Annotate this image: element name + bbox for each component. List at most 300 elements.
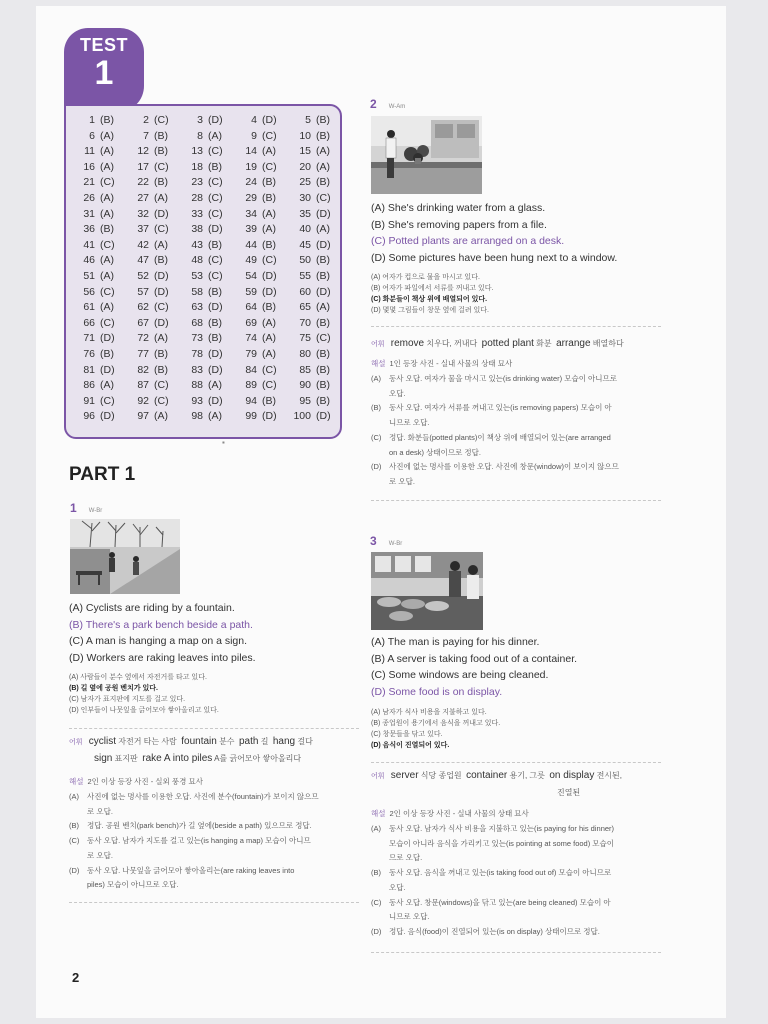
answer-choice: (C) xyxy=(208,176,223,189)
explanation-line: 동사 오답. 남자가 지도를 걸고 있는(is hanging a map) 모습이 아니므 xyxy=(87,836,311,846)
explanation-line: 로 오답. xyxy=(87,850,113,860)
vocab-term: path xyxy=(238,736,259,747)
question-1-header xyxy=(70,501,102,515)
question-number: 70 xyxy=(299,316,311,329)
answer-key-cell xyxy=(68,254,122,270)
question-number: 52 xyxy=(137,269,149,282)
answer-choice: (B) xyxy=(262,394,276,407)
answer-choice: (D) xyxy=(208,223,223,236)
vocab-term: remove xyxy=(390,338,425,349)
question-number: 58 xyxy=(191,285,203,298)
speaker-tag: W-Br xyxy=(88,508,103,514)
question-number: 99 xyxy=(245,410,257,423)
answer-key-cell xyxy=(284,192,338,208)
option-c: (C) A man is hanging a map on a sign. xyxy=(69,635,248,647)
question-number: 76 xyxy=(83,347,95,360)
vocab-meaning: 진열된 xyxy=(557,788,581,797)
answer-key-row xyxy=(68,301,338,317)
answer-key-cell xyxy=(176,223,230,239)
explanation-line: 모습이 아니라 음식을 가리키고 있는(is pointing at some food) 모습이 xyxy=(389,838,615,848)
question-2-options xyxy=(371,200,681,266)
answer-choice: (A) xyxy=(100,160,114,173)
question-number: 16 xyxy=(83,160,95,173)
question-number: 62 xyxy=(137,301,149,314)
question-number: 2 xyxy=(370,97,377,111)
answer-key-row xyxy=(68,348,338,364)
answer-key-table xyxy=(64,104,342,439)
answer-key-cell xyxy=(230,114,284,130)
translation-a: (A) 사람들이 분수 옆에서 자전거를 타고 있다. xyxy=(69,674,207,681)
test-badge xyxy=(64,28,144,112)
workbook-page xyxy=(36,6,726,1018)
answer-choice: (A) xyxy=(154,410,168,423)
answer-choice: (C) xyxy=(262,379,277,392)
question-number: 18 xyxy=(191,160,203,173)
question-number: 100 xyxy=(293,410,311,423)
answer-key-cell xyxy=(68,395,122,411)
question-3-translation xyxy=(371,707,671,751)
answer-key-row xyxy=(68,254,338,270)
question-3-photo xyxy=(371,552,483,630)
answer-key-cell xyxy=(230,176,284,192)
explanation-list xyxy=(69,790,361,893)
answer-key-row xyxy=(68,114,338,130)
answer-key-cell xyxy=(230,192,284,208)
answer-choice: (B) xyxy=(262,191,276,204)
question-2-vocab xyxy=(371,336,661,353)
question-number: 81 xyxy=(83,363,95,376)
explanation-text xyxy=(389,822,663,866)
answer-key-cell xyxy=(230,208,284,224)
vocab-term: sign xyxy=(94,753,113,764)
explanation-line: 로 오답. xyxy=(87,806,113,816)
question-number: 79 xyxy=(245,347,257,360)
question-number: 83 xyxy=(191,363,203,376)
answer-choice: (A) xyxy=(100,254,114,267)
answer-choice: (B) xyxy=(262,238,276,251)
answer-key-cell xyxy=(122,114,176,130)
answer-key-row xyxy=(68,208,338,224)
explanation-line: 동사 오답. 남자가 식사 비용을 지불하고 있는(is paying for his dinner) xyxy=(389,824,615,833)
question-number: 66 xyxy=(83,316,95,329)
answer-choice: (A) xyxy=(154,332,168,345)
answer-key-cell xyxy=(122,286,176,302)
answer-choice: (D) xyxy=(208,347,223,360)
answer-choice: (A) xyxy=(208,129,222,142)
answer-key-row xyxy=(68,161,338,177)
answer-key-cell xyxy=(122,208,176,224)
answer-choice: (D) xyxy=(154,207,169,220)
answer-key-cell xyxy=(122,364,176,380)
explanation-heading: 1인 등장 사진 - 실내 사물의 상태 묘사 xyxy=(389,359,513,368)
vocab-label: 어휘 xyxy=(371,341,385,348)
answer-key-cell xyxy=(176,332,230,348)
answer-choice: (C) xyxy=(154,301,169,314)
answer-key-cell xyxy=(122,317,176,333)
answer-choice: (D) xyxy=(316,285,331,298)
question-number: 36 xyxy=(83,223,95,236)
divider xyxy=(69,902,359,903)
answer-key-cell xyxy=(230,270,284,286)
question-number: 31 xyxy=(83,207,95,220)
question-number: 87 xyxy=(137,379,149,392)
answer-key-cell xyxy=(122,254,176,270)
answer-key-cell xyxy=(176,208,230,224)
option-d: (D) Some pictures have been hung next to a window. xyxy=(371,251,618,264)
question-number: 57 xyxy=(137,285,149,298)
explanation-text xyxy=(389,896,663,925)
answer-key-cell xyxy=(68,130,122,146)
answer-key-cell xyxy=(122,379,176,395)
answer-choice: (B) xyxy=(262,176,276,189)
vocab-term: on display xyxy=(549,770,595,781)
answer-choice: (B) xyxy=(100,114,114,126)
answer-choice: (D) xyxy=(262,114,277,126)
answer-key-cell xyxy=(284,145,338,161)
answer-choice: (C) xyxy=(154,394,169,407)
answer-choice: (A) xyxy=(262,316,276,329)
answer-key-cell xyxy=(68,270,122,286)
question-number: 38 xyxy=(191,223,203,236)
question-number: 44 xyxy=(245,238,257,251)
answer-choice: (A) xyxy=(262,145,276,158)
vocab-meaning: 용기, 그릇 xyxy=(509,771,545,780)
question-number: 26 xyxy=(83,191,95,204)
option-b-correct: (B) There's a park bench beside a path. xyxy=(69,618,253,631)
explanation-text xyxy=(389,460,663,489)
answer-key-cell xyxy=(176,254,230,270)
vocab-meaning: 치우다, 꺼내다 xyxy=(426,339,478,348)
option-d-correct: (D) Some food is on display. xyxy=(371,685,503,698)
answer-key-cell xyxy=(230,301,284,317)
question-number: 12 xyxy=(137,145,149,158)
explanation-item xyxy=(371,431,663,460)
answer-key-cell xyxy=(122,395,176,411)
answer-key-cell xyxy=(68,379,122,395)
question-number: 14 xyxy=(245,145,257,158)
answer-key-cell xyxy=(284,254,338,270)
explanation-list xyxy=(371,822,663,940)
answer-key-cell xyxy=(230,364,284,380)
option-b: (B) She's removing papers from a file. xyxy=(371,218,547,231)
answer-key-cell xyxy=(230,161,284,177)
question-3-vocab xyxy=(371,768,661,801)
answer-key-cell xyxy=(284,223,338,239)
answer-choice: (B) xyxy=(316,254,330,267)
explanation-line: 정답. 음식(food)이 진열되어 있는(is on display) 상태이므로 정답. xyxy=(389,926,600,936)
divider xyxy=(371,500,661,501)
question-number: 22 xyxy=(137,176,149,189)
answer-key-cell xyxy=(176,286,230,302)
answer-choice: (C) xyxy=(154,379,169,392)
vocab-term: potted plant xyxy=(481,338,534,349)
answer-key-cell xyxy=(68,410,122,426)
translation-c: (C) 화분들이 책상 위에 배열되어 있다. xyxy=(371,296,488,303)
question-number: 91 xyxy=(83,394,95,407)
answer-key-cell xyxy=(122,145,176,161)
explanation-text xyxy=(389,401,663,430)
question-number: 61 xyxy=(83,301,95,314)
explanation-text xyxy=(389,866,663,895)
question-number: 84 xyxy=(245,363,257,376)
explanation-marker: (D) xyxy=(371,462,382,472)
answer-key-row xyxy=(68,395,338,411)
answer-key-cell xyxy=(284,317,338,333)
question-number: 53 xyxy=(191,269,203,282)
answer-key-cell xyxy=(122,223,176,239)
answer-choice: (C) xyxy=(262,363,277,376)
answer-key-cell xyxy=(284,176,338,192)
question-number: 34 xyxy=(245,207,257,220)
question-number: 39 xyxy=(245,223,257,236)
vocab-term: arrange xyxy=(556,338,591,349)
answer-key-cell xyxy=(284,395,338,411)
question-number: 28 xyxy=(191,191,203,204)
answer-key-cell xyxy=(68,114,122,130)
explanation-list xyxy=(371,372,663,490)
divider xyxy=(371,326,661,327)
answer-choice: (C) xyxy=(100,394,115,407)
answer-choice: (D) xyxy=(262,285,277,298)
answer-key-cell xyxy=(176,145,230,161)
answer-key-row xyxy=(68,176,338,192)
question-1-photo xyxy=(70,519,180,594)
vocab-meaning: 표지판 xyxy=(114,754,138,763)
question-1-options xyxy=(69,600,379,666)
question-number: 45 xyxy=(299,238,311,251)
answer-choice: (B) xyxy=(208,332,222,345)
answer-choice: (B) xyxy=(316,347,330,360)
question-number: 4 xyxy=(251,114,257,126)
question-number: 35 xyxy=(299,207,311,220)
explanation-heading: 2인 이상 등장 사진 - 실외 풍경 묘사 xyxy=(87,777,203,786)
answer-key-cell xyxy=(230,395,284,411)
answer-choice: (B) xyxy=(262,301,276,314)
answer-key-cell xyxy=(176,317,230,333)
explanation-item xyxy=(69,790,361,819)
answer-choice: (D) xyxy=(154,269,169,282)
answer-key-row xyxy=(68,286,338,302)
answer-choice: (B) xyxy=(208,316,222,329)
answer-key-cell xyxy=(176,364,230,380)
dot-mark: ▪ xyxy=(222,438,225,447)
answer-choice: (A) xyxy=(316,301,330,314)
question-number: 43 xyxy=(191,238,203,251)
question-number: 64 xyxy=(245,301,257,314)
answer-key-row xyxy=(68,145,338,161)
vocab-meaning: 길 xyxy=(260,737,269,746)
question-number: 37 xyxy=(137,223,149,236)
option-a: (A) Cyclists are riding by a fountain. xyxy=(69,602,235,614)
answer-key-row xyxy=(68,239,338,255)
answer-key-cell xyxy=(68,286,122,302)
divider xyxy=(69,728,359,729)
explanation-marker: (A) xyxy=(69,792,79,801)
vocab-meaning: 배열하다 xyxy=(592,339,624,348)
question-number: 5 xyxy=(305,114,311,126)
explanation-item xyxy=(371,822,663,866)
answer-key-row xyxy=(68,410,338,426)
answer-choice: (A) xyxy=(100,269,114,282)
answer-choice: (C) xyxy=(262,129,277,142)
answer-key-cell xyxy=(230,223,284,239)
answer-choice: (B) xyxy=(316,129,330,142)
question-number: 10 xyxy=(299,129,311,142)
explanation-line: 정답. 공원 벤치(park bench)가 길 옆에(beside a path) 있으므로 정답. xyxy=(87,821,312,831)
answer-key-cell xyxy=(68,348,122,364)
explanation-line: 로 오답. xyxy=(389,476,415,486)
question-number: 88 xyxy=(191,379,203,392)
answer-choice: (C) xyxy=(208,191,223,204)
answer-key-cell xyxy=(176,410,230,426)
answer-choice: (B) xyxy=(316,114,330,126)
answer-key-cell xyxy=(68,161,122,177)
question-number: 94 xyxy=(245,394,257,407)
answer-choice: (A) xyxy=(262,223,276,236)
question-number: 30 xyxy=(299,191,311,204)
vocab-term: container xyxy=(466,770,508,781)
explanation-line: 동사 오답. 여자가 물을 마시고 있는(is drinking water) 모습이 아니므로 xyxy=(389,374,617,383)
question-number: 67 xyxy=(137,316,149,329)
vocab-label: 어휘 xyxy=(69,739,83,746)
answer-choice: (C) xyxy=(100,238,115,251)
answer-choice: (C) xyxy=(154,223,169,236)
answer-key-cell xyxy=(176,348,230,364)
answer-key-cell xyxy=(176,379,230,395)
translation-d: (D) 인부들이 나뭇잎을 긁어모아 쌓아올리고 있다. xyxy=(69,707,219,714)
question-number: 82 xyxy=(137,363,149,376)
answer-choice: (D) xyxy=(208,394,223,407)
question-number: 93 xyxy=(191,394,203,407)
answer-key-cell xyxy=(68,332,122,348)
answer-choice: (B) xyxy=(154,347,168,360)
explanation-item xyxy=(371,372,663,401)
question-number: 3 xyxy=(197,114,203,126)
answer-key-row xyxy=(68,379,338,395)
question-number: 51 xyxy=(83,269,95,282)
answer-key-cell xyxy=(122,239,176,255)
explanation-marker: (B) xyxy=(69,821,79,831)
vocab-term: hang xyxy=(272,736,296,747)
explanation-marker: (B) xyxy=(371,403,381,413)
explanation-item xyxy=(371,925,663,940)
question-number: 11 xyxy=(84,145,95,158)
answer-key-row xyxy=(68,317,338,333)
translation-d: (D) 음식이 진열되어 있다. xyxy=(371,742,450,749)
answer-choice: (C) xyxy=(100,176,115,189)
vocab-label: 어휘 xyxy=(371,773,385,780)
answer-choice: (B) xyxy=(316,316,330,329)
answer-choice: (C) xyxy=(154,160,169,173)
answer-choice: (A) xyxy=(100,301,114,314)
answer-key-cell xyxy=(284,379,338,395)
answer-choice: (C) xyxy=(100,285,115,298)
answer-choice: (C) xyxy=(208,269,223,282)
question-number: 50 xyxy=(299,254,311,267)
question-number: 59 xyxy=(245,285,257,298)
answer-choice: (D) xyxy=(262,269,277,282)
answer-choice: (D) xyxy=(100,410,115,423)
divider xyxy=(371,762,661,763)
explanation-item xyxy=(371,401,663,430)
translation-a: (A) 여자가 컵으로 물을 마시고 있다. xyxy=(371,274,480,281)
answer-choice: (D) xyxy=(100,363,115,376)
answer-key-cell xyxy=(230,332,284,348)
translation-a: (A) 남자가 식사 비용을 지불하고 있다. xyxy=(371,709,487,716)
answer-choice: (C) xyxy=(262,254,277,267)
explanation-label: 해설 xyxy=(371,809,386,818)
answer-choice: (A) xyxy=(316,145,330,158)
translation-b: (B) 종업원이 용기에서 음식을 꺼내고 있다. xyxy=(371,720,501,727)
question-number: 60 xyxy=(299,285,311,298)
question-number: 56 xyxy=(83,285,95,298)
answer-key-cell xyxy=(68,239,122,255)
answer-choice: (A) xyxy=(100,145,114,158)
answer-key-cell xyxy=(122,410,176,426)
answer-key-cell xyxy=(122,192,176,208)
question-number: 74 xyxy=(245,332,257,345)
part-title: PART 1 xyxy=(69,464,136,485)
question-number: 98 xyxy=(191,410,203,423)
question-2-photo xyxy=(371,116,482,194)
answer-key-cell xyxy=(284,208,338,224)
speaker-tag: W-Am xyxy=(388,104,406,110)
explanation-marker: (B) xyxy=(371,868,381,878)
answer-key-cell xyxy=(284,114,338,130)
answer-key-cell xyxy=(122,270,176,286)
question-number: 97 xyxy=(137,410,149,423)
answer-choice: (A) xyxy=(208,410,222,423)
translation-b: (B) 여자가 파일에서 서류를 꺼내고 있다. xyxy=(371,285,494,292)
question-number: 78 xyxy=(191,347,203,360)
answer-key-cell xyxy=(68,192,122,208)
answer-choice: (A) xyxy=(316,223,330,236)
answer-key-cell xyxy=(68,145,122,161)
answer-key-cell xyxy=(284,270,338,286)
question-2-explanation xyxy=(371,358,663,490)
answer-choice: (A) xyxy=(262,347,276,360)
explanation-line: 정답. 화분들(potted plants)이 책상 위에 배열되어 있는(are arranged xyxy=(389,432,611,442)
question-number: 29 xyxy=(245,191,257,204)
answer-key-cell xyxy=(122,301,176,317)
vocab-term: server xyxy=(390,770,419,781)
explanation-line: 사진에 없는 명사를 이용한 오답. 사진에 창문(window)이 보이지 않으므 xyxy=(389,462,619,472)
answer-choice: (C) xyxy=(154,114,169,126)
translation-c: (C) 창문들을 닦고 있다. xyxy=(371,731,443,738)
explanation-line: piles) 모습이 아니므로 오답. xyxy=(87,880,179,890)
vocab-meaning: 전시된, xyxy=(596,771,622,780)
question-2-translation xyxy=(371,272,671,316)
question-number: 24 xyxy=(245,176,257,189)
question-number: 77 xyxy=(137,347,149,360)
answer-choice: (D) xyxy=(316,410,331,423)
explanation-label: 해설 xyxy=(69,777,84,786)
explanation-line: 동사 오답. 여자가 서류를 꺼내고 있는(is removing papers) 모습이 아 xyxy=(389,403,612,413)
explanation-text xyxy=(87,864,361,893)
question-number: 85 xyxy=(299,363,311,376)
answer-key-cell xyxy=(176,192,230,208)
explanation-text xyxy=(389,925,663,940)
question-number: 72 xyxy=(137,332,149,345)
answer-choice: (B) xyxy=(316,379,330,392)
explanation-text xyxy=(389,372,663,401)
answer-key-cell xyxy=(122,332,176,348)
question-3-options xyxy=(371,634,681,700)
question-number: 23 xyxy=(191,176,203,189)
answer-choice: (A) xyxy=(262,332,276,345)
explanation-line: 동사 오답. 창문(windows)을 닦고 있는(are being cleaned) 모습이 아 xyxy=(389,897,611,907)
question-number: 48 xyxy=(191,254,203,267)
